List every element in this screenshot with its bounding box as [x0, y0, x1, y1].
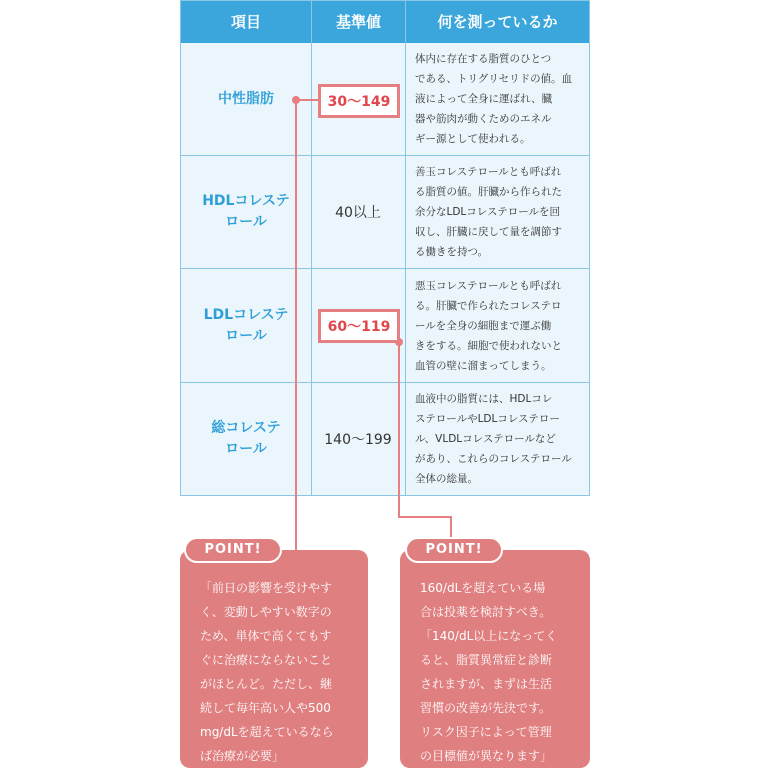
point-box-2: [400, 550, 590, 768]
point-box-1: [180, 550, 368, 768]
point-text-line: 合は投薬を検討すべき。: [420, 605, 552, 619]
desc-line: 全体の総量。: [415, 473, 478, 485]
point-text-line: 続して毎年高い人や500: [200, 701, 331, 715]
desc-line: 体内に存在する脂質のひとつ: [415, 53, 552, 65]
cholesterol-table: [180, 0, 590, 496]
value-badge-triglyceride: 30〜149: [318, 84, 400, 118]
desc-line: 液によって全身に運ばれ、臓: [415, 93, 553, 105]
connector-dot: [292, 96, 300, 104]
item-label: ロール: [225, 441, 267, 457]
value-badge-ldl: 60〜119: [318, 309, 400, 343]
point-text-line: 「140/dL以上になってく: [420, 629, 558, 643]
header-what-measured: 何を測っているか: [437, 13, 558, 31]
desc-line: 血液中の脂質には、HDLコレ: [415, 393, 553, 405]
desc-line: ル、VLDLコレステロールなど: [415, 433, 556, 445]
desc-line: ールを全身の細胞まで運ぶ働: [415, 319, 552, 332]
connector-line: [295, 99, 297, 551]
desc-line: る働きを持つ。: [415, 246, 489, 258]
point-text-line: ると、脂質異常症と診断: [420, 653, 553, 667]
item-label: 総コレステ: [211, 420, 281, 436]
item-label: ロール: [225, 214, 267, 230]
item-label: LDLコレステ: [203, 306, 289, 323]
point-text-line: されますが、まずは生活: [420, 677, 553, 691]
point-text-line: mg/dLを超えているなら: [200, 725, 334, 739]
connector-line: [398, 340, 400, 518]
desc-line: る脂質の値。肝臓から作られた: [415, 186, 562, 198]
item-ldl: [181, 269, 311, 382]
header-item: 項目: [230, 13, 261, 31]
point-text-line: の目標値が異なります」: [420, 749, 553, 763]
desc-line: 器や筋肉が動くためのエネル: [415, 113, 552, 125]
item-hdl: [181, 156, 311, 268]
desc-line: である、トリグリセリドの値。血: [415, 73, 573, 85]
desc-line: 収し、肝臓に戻して量を調節す: [415, 226, 562, 238]
connector-line: [398, 516, 452, 518]
desc-line: る。肝臓で作られたコレステロ: [415, 299, 562, 312]
desc-triglyceride: [406, 43, 582, 155]
point-text-line: 160/dLを超えている場: [420, 581, 546, 595]
item-total-cholesterol: [181, 383, 311, 495]
desc-line: ギー源として使われる。: [415, 133, 531, 145]
item-label: HDLコレステ: [202, 193, 290, 209]
desc-line: 悪玉コレステロールとも呼ばれ: [415, 279, 562, 292]
desc-line: 余分なLDLコレステロールを回: [415, 206, 561, 218]
header-standard-value: 基準値: [335, 13, 381, 31]
point-text-line: リスク因子によって管理: [420, 725, 552, 739]
point-text-line: く、変動しやすい数字の: [200, 605, 332, 619]
item-label: ロール: [225, 327, 267, 344]
point-text-line: ぐに治療にならないこと: [200, 653, 333, 667]
item-label: 中性脂肪: [218, 90, 274, 107]
point-text-line: ため、単体で高くてもす: [200, 629, 332, 643]
desc-line: があり、これらのコレステロール: [415, 453, 572, 465]
point-text-line: 習慣の改善が先決です。: [420, 701, 552, 715]
value-total-cholesterol: 140〜199: [324, 432, 392, 448]
desc-total-cholesterol: [406, 383, 582, 495]
desc-hdl: [406, 156, 582, 268]
desc-line: きをする。細胞で使われないと: [415, 339, 562, 352]
table-header-row: [181, 1, 589, 43]
point-text-line: ば治療が必要」: [200, 749, 285, 763]
value-hdl: 40以上: [335, 205, 381, 221]
desc-line: ステロールやLDLコレステロー: [415, 413, 560, 425]
point-text-line: がほとんど。ただし、継: [200, 677, 333, 691]
desc-ldl: [406, 269, 582, 382]
point-text-line: 「前日の影響を受けやす: [200, 581, 333, 595]
point-label-1: POINT!: [184, 537, 282, 563]
point-label-2: POINT!: [405, 537, 503, 563]
desc-line: 血管の壁に溜まってしまう。: [415, 359, 552, 372]
desc-line: 善玉コレステロールとも呼ばれ: [415, 166, 562, 178]
